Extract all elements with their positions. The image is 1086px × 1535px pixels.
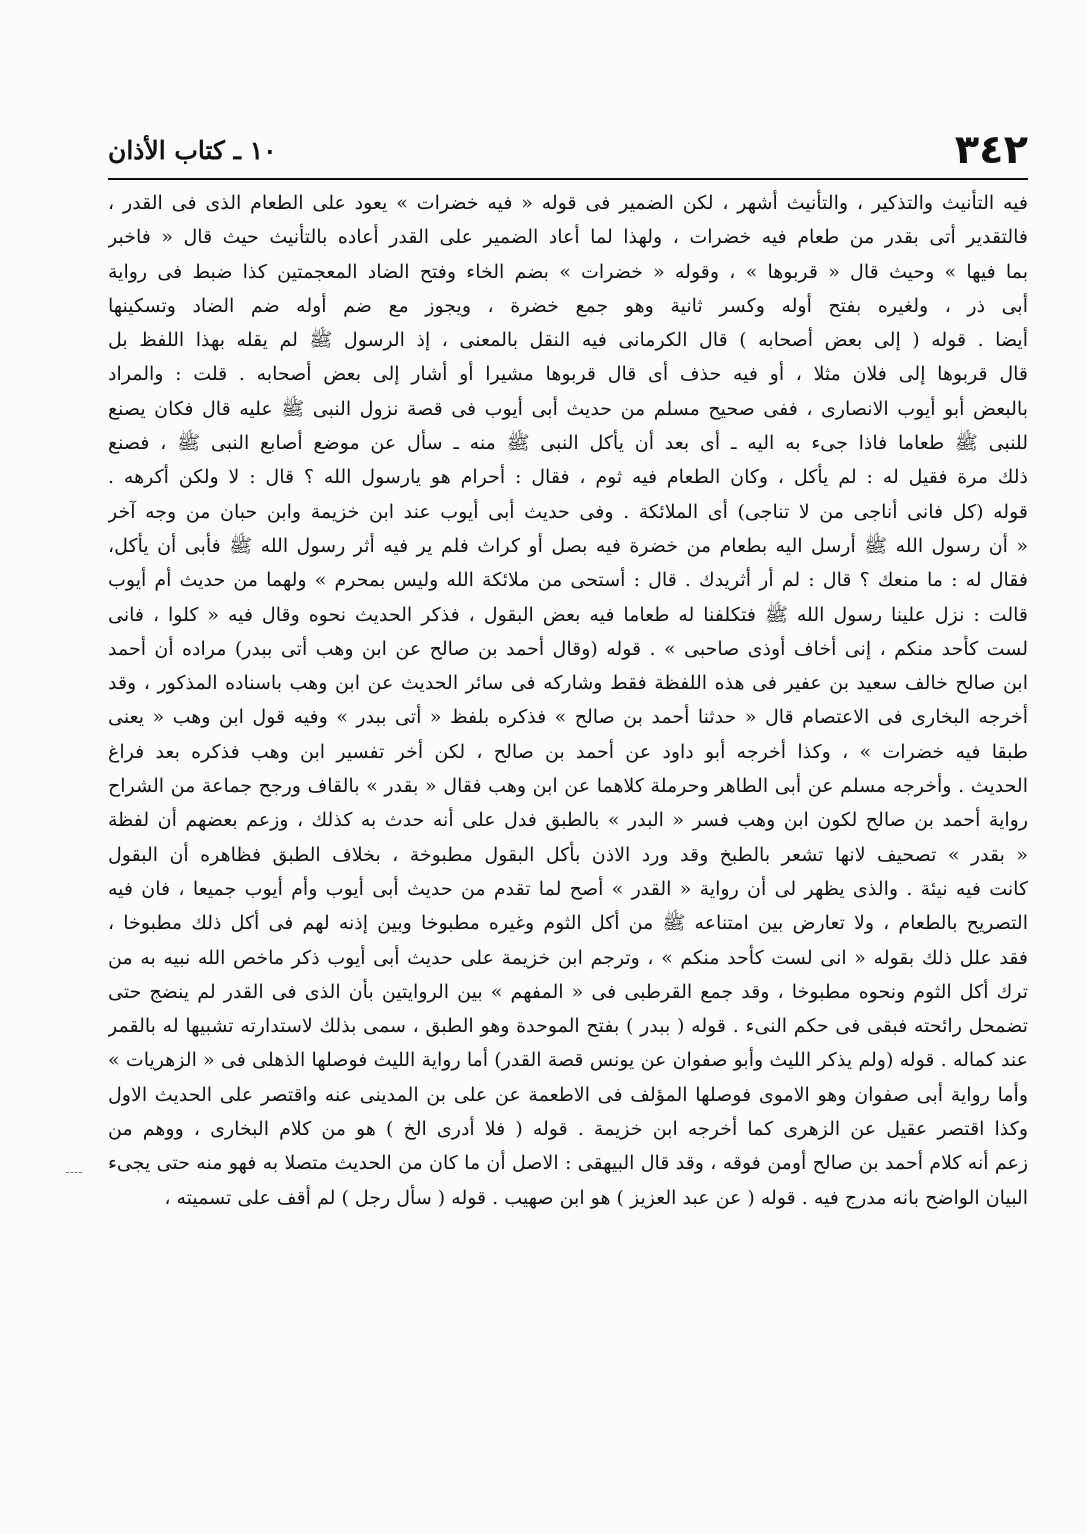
text-line: قالت : نزل علينا رسول الله ﷺ فتكلفنا له طعاما فيه بعض البقول ، فذكر الحديث نحوه وقال فيه « كلوا ، فانى [108, 603, 1028, 626]
text-line: بما فيها » وحيث قال « قربوها » ، وقوله « خضرات » بضم الخاء وفتح الضاد المعجمتين كذا ضبط فى رواية [108, 260, 1028, 283]
text-line: وأما رواية أبى صفوان وهو الاموى فوصلها المؤلف فى الاطعمة عن على بن المدينى عنه واقتصر على الحديث الاول [108, 1083, 1028, 1106]
margin-mark [66, 1172, 82, 1173]
text-line: بالبعض أبو أيوب الانصارى ، ففى صحيح مسلم من حديث أبى أيوب فى قصة نزول النبى ﷺ عليه قال فكان يصنع [108, 397, 1028, 420]
text-line: أبى ذر ، ولغيره بفتح أوله وكسر ثانية وهو جمع خضرة ، ويجوز مع ضم أوله ضم الضاد وتسكينها [108, 294, 1028, 317]
body-text [108, 186, 1028, 1215]
text-line: ترك أكل الثوم ونحوه مطبوخا ، وقد جمع القرطبى فى « المفهم » بين الروايتين بأن الذى فى القدر لم ينضج حتى [108, 980, 1028, 1003]
text-line: لست كأحد منكم ، إنى أخاف أوذى صاحبى » . قوله (وقال أحمد بن صالح عن ابن وهب أتى ببدر) مراده أن أحمد [108, 637, 1028, 660]
text-line: فيه التأنيث والتذكير ، والتأنيث أشهر ، لكن الضمير فى قوله « فيه خضرات » يعود على الطعام الذى فى القدر ، [108, 192, 1028, 214]
text-line: ذلك مرة فقيل له : لم يأكل ، وكان الطعام فيه ثوم ، فقال : أحرام هو يارسول الله ؟ قال : لا ولكن أكرهه . [108, 466, 1028, 489]
text-line: الحديث . وأخرجه مسلم عن أبى الطاهر وحرملة كلاهما عن ابن وهب فقال « بقدر » بالقاف ورجح جماعة من الشراح [108, 775, 1028, 798]
text-line: رواية أحمد بن صالح لكون ابن وهب فسر « البدر » بالطبق فدل على أنه حدث به كذلك ، وزعم بعضهم أن لفظة [108, 809, 1028, 832]
text-line: كانت فيه نيئة . والذى يظهر لى أن رواية « القدر » أصح لما تقدم من حديث أبى أيوب وأم أيوب جميعا ، فان فيه [108, 877, 1028, 900]
text-line: قال قربوها إلى فلان مثلا ، أو فيه حذف أى قال قربوها مشيرا أو أشار إلى بعض أصحابه . قلت : والمراد [108, 363, 1028, 386]
header-rule [108, 178, 1028, 180]
text-line: فقد علل ذلك بقوله « انى لست كأحد منكم » ، وترجم ابن خزيمة على حديث أبى أيوب ذكر ماخص الله نبيه به من [108, 946, 1028, 969]
text-line: عند كماله . قوله (ولم يذكر الليث وأبو صفوان عن يونس قصة القدر) أما رواية الليث فوصلها الذهلى فى « الزهريات » [108, 1049, 1028, 1072]
text-line: أيضا . قوله ( إلى بعض أصحابه ) قال الكرمانى فيه النقل بالمعنى ، إذ الرسول ﷺ لم يقله بهذا اللفظ بل [108, 329, 1028, 352]
text-line: ابن صالح خالف سعيد بن عفير فى هذه اللفظة فقط وشاركه فى سائر الحديث عن ابن وهب باسناده المذكور ، وقد [108, 672, 1028, 695]
text-line: فقال له : ما منعك ؟ قال : لم أر أثريدك . قال : أستحى من ملائكة الله وليس بمحرم » ولهما من حديث أم أيوب [108, 569, 1028, 592]
text-line: وكذا اقتصر عقيل عن الزهرى كما أخرجه ابن خزيمة . قوله ( فلا أدرى الخ ) هو من كلام البخارى ، ووهم من [108, 1118, 1028, 1141]
text-line: أخرجه البخارى فى الاعتصام قال « حدثنا أحمد بن صالح » فذكره بلفظ « أتى ببدر » وفيه قول ابن وهب « يعنى [108, 706, 1028, 729]
text-line: زعم أنه كلام أحمد بن صالح أومن فوقه ، وقد قال البيهقى : الاصل أن ما كان من الحديث متصلا به فهو منه حتى يجىء [108, 1152, 1028, 1175]
text-line: « أن رسول الله ﷺ أرسل اليه بطعام من خضرة فيه بصل أو كراث فلم ير فيه أثر رسول الله ﷺ فأبى أن يأكل، [108, 534, 1028, 557]
text-line: البيان الواضح بانه مدرج فيه . قوله ( عن عبد العزيز ) هو ابن صهيب . قوله ( سأل رجل ) لم أقف على تسميته ، [164, 1186, 1028, 1209]
text-line: للنبى ﷺ طعاما فاذا جىء به اليه ـ أى بعد أن يأكل النبى ﷺ منه ـ سأل عن موضع أصابع النبى ﷺ ، فصنع [108, 432, 1028, 455]
page-header [108, 128, 1028, 172]
text-line: تضمحل رائحته فبقى فى حكم النىء . قوله ( ببدر ) بفتح الموحدة وهو الطبق ، سمى بذلك لاستدارته تشبيها له بالقمر [108, 1015, 1028, 1038]
page-number: ٣٤٢ [954, 127, 1028, 173]
text-line: قوله (كل فانى أناجى من لا تناجى) أى الملائكة . وفى حديث أبى أيوب عند ابن خزيمة وابن حبان من وجه آخر [108, 500, 1028, 523]
text-line: « بقدر » تصحيف لانها تشعر بالطبخ وقد ورد الاذن بأكل البقول مطبوخة ، بخلاف الطبق فظاهره أن البقول [108, 843, 1028, 866]
text-line: التصريح بالطعام ، ولا تعارض بين امتناعه ﷺ من أكل الثوم وغيره مطبوخا وبين إذنه لهم فى أكل ذلك مطبوخا ، [108, 912, 1028, 935]
text-line: طبقا فيه خضرات » ، وكذا أخرجه أبو داود عن أحمد بن صالح ، لكن أخر تفسير ابن وهب فذكره بعد فراغ [108, 740, 1028, 763]
running-title: ١٠ ـ كتاب الأذان [108, 136, 277, 165]
text-line: فالتقدير أتى بقدر من طعام فيه خضرات ، ولهذا لما أعاد الضمير على القدر أعاده بالتأنيث حيث قال « فاخبر [108, 226, 1028, 249]
